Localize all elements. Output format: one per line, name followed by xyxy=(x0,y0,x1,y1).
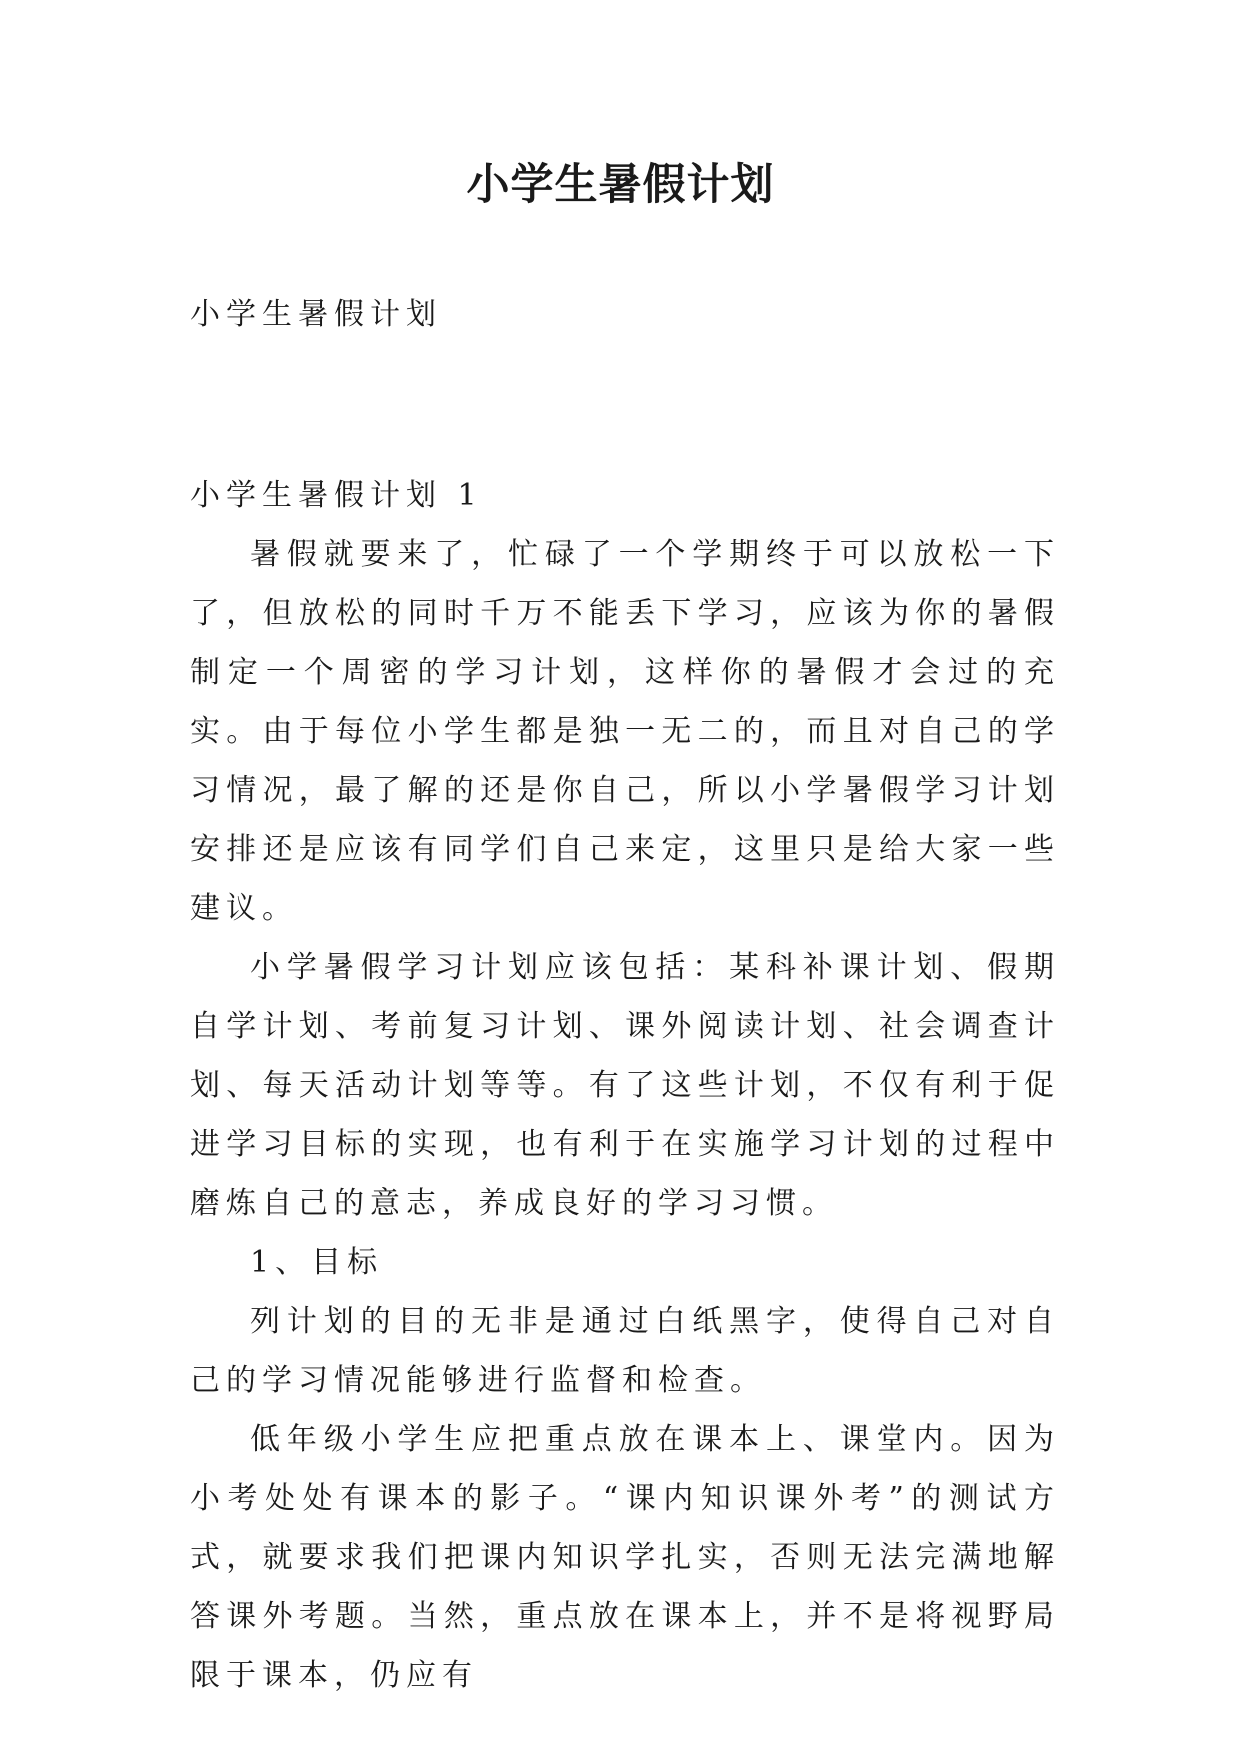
document-body xyxy=(190,466,1060,1705)
paragraph-intro: 暑假就要来了，忙碌了一个学期终于可以放松一下了，但放松的同时千万不能丢下学习，应该为你的暑假制定一个周密的学习计划，这样你的暑假才会过的充实。由于每位小学生都是独一无二的，而且对自己的学习情况，最了解的还是你自己，所以小学暑假学习计划安排还是应该有同学们自己来定，这里只是给大家一些建议。 xyxy=(190,537,1060,926)
paragraph-goal-heading: 1、目标 xyxy=(250,1245,384,1280)
paragraph-plan-contents: 小学暑假学习计划应该包括：某科补课计划、假期自学计划、考前复习计划、课外阅读计划、社会调查计划、每天活动计划等等。有了这些计划，不仅有利于促进学习目标的实现，也有利于在实施学习计划的过程中磨炼自己的意志，养成良好的学习习惯。 xyxy=(190,950,1060,1221)
document-title: 小学生暑假计划 xyxy=(466,160,775,210)
document-subtitle: 小学生暑假计划 xyxy=(190,297,442,332)
section-heading: 小学生暑假计划 1 xyxy=(190,478,483,513)
paragraph-low-grade: 低年级小学生应把重点放在课本上、课堂内。因为小考处处有课本的影子。“课内知识课外考”的测试方式，就要求我们把课内知识学扎实，否则无法完满地解答课外考题。当然，重点放在课本上，并不是将视野局限于课本，仍应有 xyxy=(190,1422,1060,1693)
paragraph-goal-purpose: 列计划的目的无非是通过白纸黑字，使得自己对自己的学习情况能够进行监督和检查。 xyxy=(190,1304,1060,1398)
